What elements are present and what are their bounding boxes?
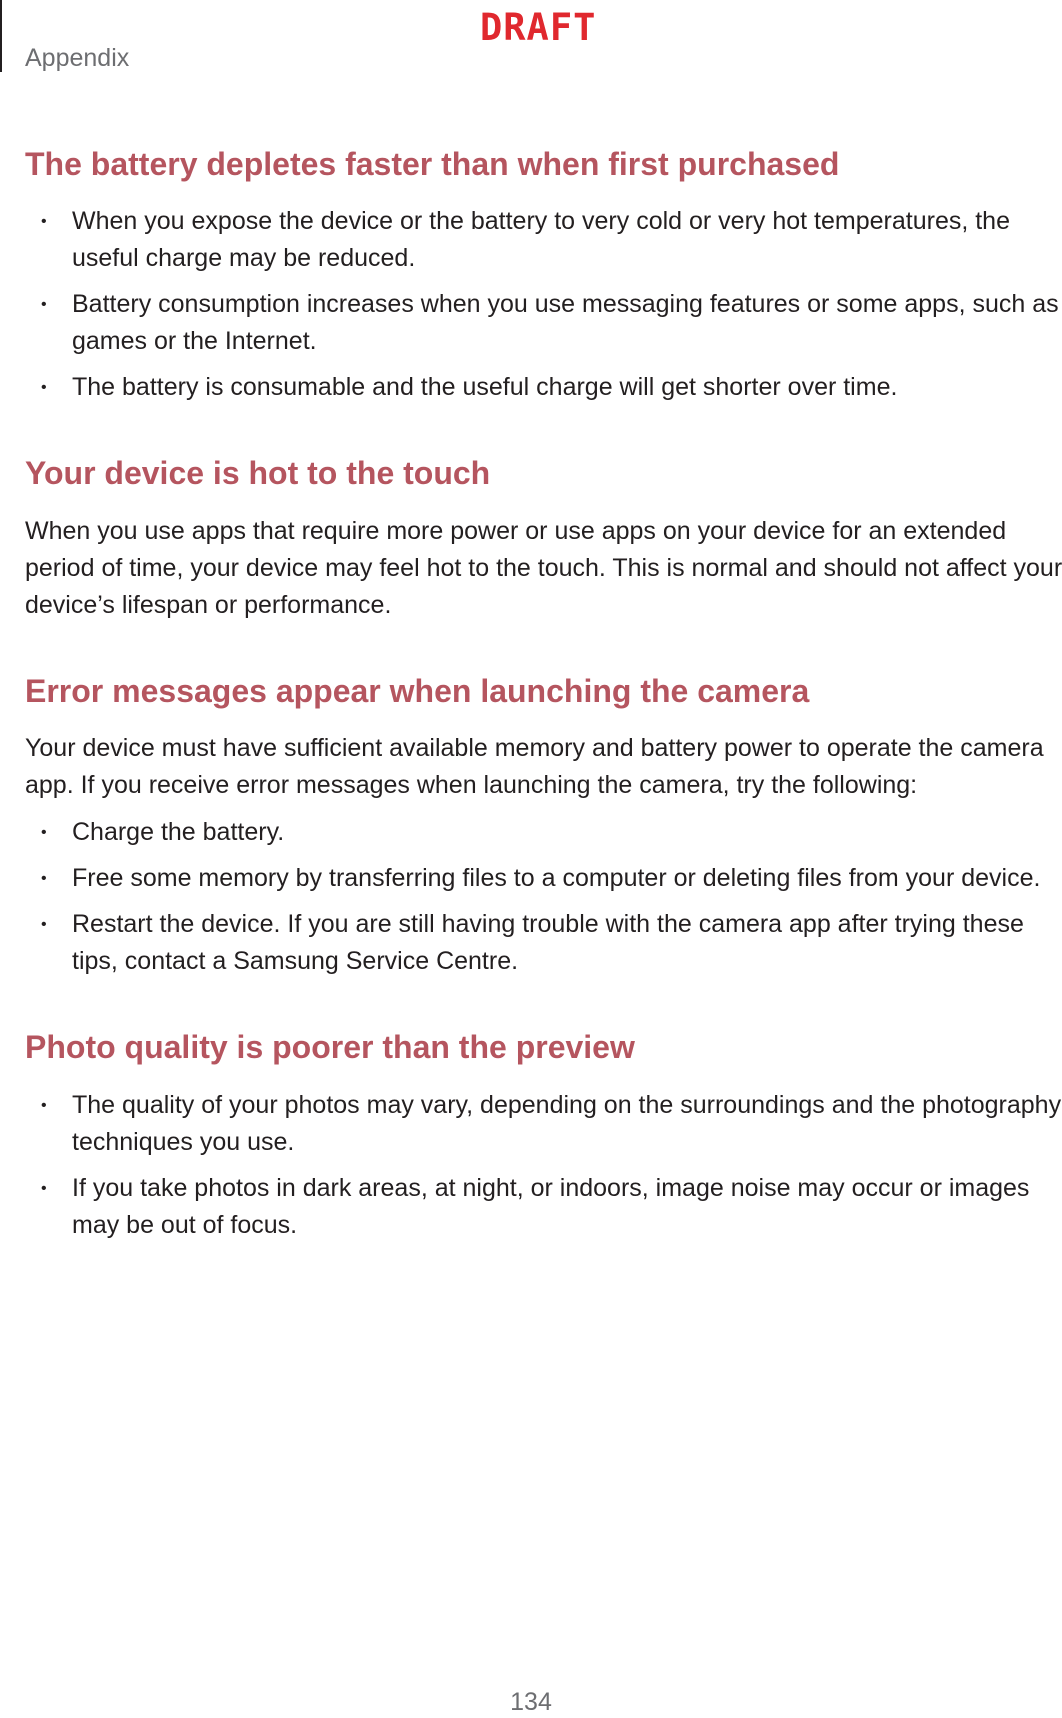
section-battery-depletes <box>25 145 1062 406</box>
section-photo-quality <box>25 1028 1062 1243</box>
list-item <box>25 906 1062 980</box>
list-item-text: Charge the battery. <box>72 818 285 847</box>
page-number: 134 <box>510 1688 552 1716</box>
list-item <box>25 1087 1062 1161</box>
draft-watermark: DRAFT <box>480 6 597 49</box>
page-content <box>25 145 1062 1292</box>
list-item <box>25 1170 1062 1244</box>
list-item <box>25 286 1062 360</box>
section-camera-errors <box>25 672 1062 980</box>
bullet-icon: • <box>41 824 47 842</box>
bullet-icon: • <box>41 870 47 888</box>
corner-crop-line <box>0 0 2 72</box>
bullet-icon: • <box>41 296 47 314</box>
bullet-list <box>25 814 1062 980</box>
section-device-hot <box>25 454 1062 623</box>
bullet-icon: • <box>41 213 47 231</box>
running-header: Appendix <box>25 44 130 72</box>
section-title: The battery depletes faster than when first purchased <box>25 146 840 182</box>
list-item <box>25 369 1062 406</box>
list-item-text: If you take photos in dark areas, at night, or indoors, image noise may occur or images may be out of focus. <box>72 1173 1030 1239</box>
list-item <box>25 814 1062 851</box>
list-item-text: When you expose the device or the battery to very cold or very hot temperatures, the useful charge may be reduced. <box>72 207 1010 273</box>
section-paragraph: When you use apps that require more power or use apps on your device for an extended period of time, your device may feel hot to the touch. This is normal and should not affect your device’s lifespan or performance. <box>25 516 1062 619</box>
list-item-text: Battery consumption increases when you use messaging features or some apps, such as games or the Internet. <box>72 290 1059 356</box>
bullet-icon: • <box>41 1096 47 1114</box>
bullet-list <box>25 203 1062 406</box>
section-paragraph: Your device must have sufficient available memory and battery power to operate the camera app. If you receive error messages when launching the camera, try the following: <box>25 734 1044 800</box>
section-title: Photo quality is poorer than the preview <box>25 1029 635 1066</box>
list-item-text: The quality of your photos may vary, depending on the surroundings and the photography techniques you use. <box>72 1090 1062 1156</box>
list-item-text: Restart the device. If you are still having trouble with the camera app after trying these tips, contact a Samsung Service Centre. <box>72 910 1024 976</box>
bullet-icon: • <box>41 379 47 397</box>
bullet-icon: • <box>41 1179 47 1197</box>
list-item-text: Free some memory by transferring files to a computer or deleting files from your device. <box>72 864 1041 893</box>
list-item <box>25 203 1062 277</box>
list-item <box>25 860 1062 897</box>
section-title: Your device is hot to the touch <box>25 455 491 492</box>
list-item-text: The battery is consumable and the useful charge will get shorter over time. <box>72 373 898 402</box>
bullet-icon: • <box>41 916 47 934</box>
section-title: Error messages appear when launching the camera <box>25 672 810 709</box>
bullet-list <box>25 1087 1062 1244</box>
